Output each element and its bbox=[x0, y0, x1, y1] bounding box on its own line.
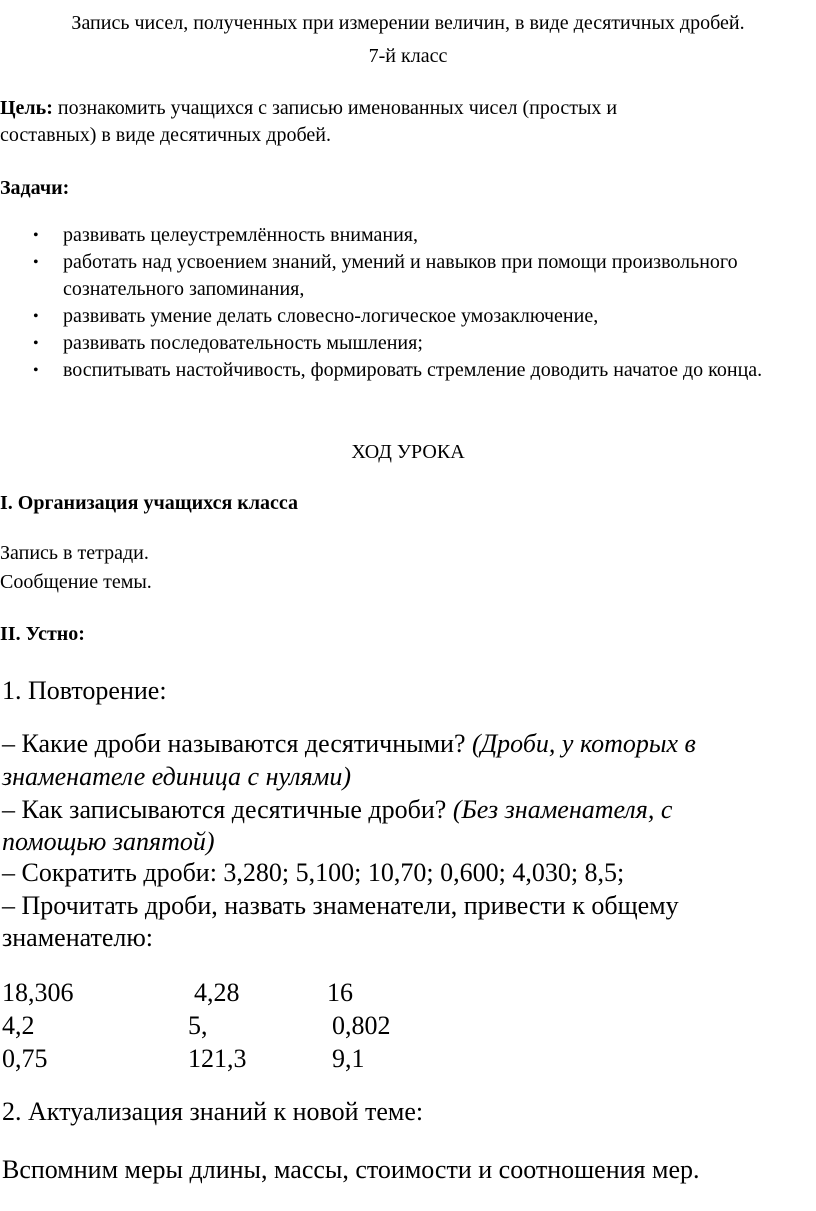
number-cell: 9,1 bbox=[332, 1044, 365, 1073]
grade-label: 7-й класс bbox=[368, 45, 448, 67]
task-item: • развивать умение делать словесно-логическое умозаключение, bbox=[63, 303, 816, 330]
question-2-answer-1: (Без знаменателя, с bbox=[452, 795, 673, 824]
goal-label: Цель: bbox=[0, 97, 53, 119]
question-1-answer-1: (Дроби, у которых в bbox=[471, 729, 696, 758]
tasks-label: Задачи: bbox=[0, 177, 70, 199]
number-cell: 0,802 bbox=[332, 1011, 391, 1040]
goal-line-2: составных) в виде десятичных дробей. bbox=[0, 124, 331, 146]
repetition-heading: 1. Повторение: bbox=[2, 676, 167, 705]
question-4-line-2: знаменателю: bbox=[2, 923, 154, 952]
task-item: • развивать целеустремлённость внимания, bbox=[63, 222, 816, 249]
section1-heading: I. Организация учащихся класса bbox=[0, 492, 299, 514]
number-cell: 0,75 bbox=[2, 1044, 48, 1073]
question-2-answer-2: помощью запятой) bbox=[2, 827, 215, 856]
tasks-list bbox=[30, 222, 816, 384]
task-item: • воспитывать настойчивость, формировать стремление доводить начатое до конца. bbox=[63, 357, 803, 384]
question-3: – Сократить дроби: 3,280; 5,100; 10,70; 0,600; 4,030; 8,5; bbox=[2, 858, 625, 887]
task-item: • развивать последовательность мышления; bbox=[63, 330, 816, 357]
goal-line-1 bbox=[0, 93, 617, 123]
question-4-line-1: – Прочитать дроби, назвать знаменатели, привести к общему bbox=[2, 891, 679, 920]
number-cell: 5, bbox=[188, 1011, 208, 1040]
question-1-line-1 bbox=[2, 728, 696, 760]
section1-line-2: Сообщение темы. bbox=[0, 571, 152, 593]
question-1-answer-2: знаменателе единица с нулями) bbox=[2, 762, 351, 791]
document-title: Запись чисел, полученных при измерении величин, в виде десятичных дробей. bbox=[71, 12, 745, 34]
task-item: • работать над усвоением знаний, умений и навыков при помощи произвольного сознательного запоминания, bbox=[63, 249, 763, 303]
question-2-line-1 bbox=[2, 794, 672, 826]
question-1-text: – Какие дроби называются десятичными? bbox=[2, 729, 472, 758]
section2-heading: II. Устно: bbox=[0, 623, 85, 645]
actualization-heading: 2. Актуализация знаний к новой теме: bbox=[2, 1097, 424, 1126]
number-cell: 16 bbox=[327, 978, 353, 1007]
number-cell: 18,306 bbox=[2, 978, 74, 1007]
number-cell: 4,28 bbox=[194, 978, 240, 1007]
section1-line-1: Запись в тетради. bbox=[0, 542, 149, 564]
number-cell: 121,3 bbox=[188, 1044, 247, 1073]
number-cell: 4,2 bbox=[2, 1011, 35, 1040]
goal-text-1: познакомить учащихся с записью именованных чисел (простых и bbox=[52, 97, 618, 119]
question-2-text: – Как записываются десятичные дроби? bbox=[2, 795, 453, 824]
lesson-heading: ХОД УРОКА bbox=[351, 441, 465, 463]
closing-line: Вспомним меры длины, массы, стоимости и соотношения мер. bbox=[2, 1155, 700, 1184]
